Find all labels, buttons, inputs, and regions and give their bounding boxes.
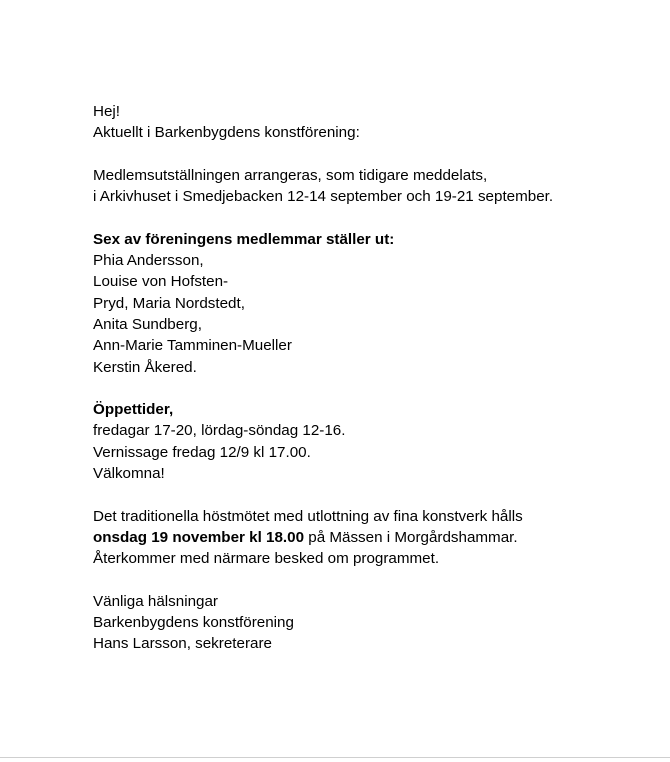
exhibition-line-2: i Arkivhuset i Smedjebacken 12-14 september och 19-21 september. (93, 188, 554, 206)
intro-line: Aktuellt i Barkenbygdens konstförening: (93, 124, 360, 142)
paragraph-gap (93, 378, 653, 399)
letter-body (93, 101, 653, 655)
meeting-date: onsdag 19 november kl 18.00 (93, 528, 305, 546)
paragraph-gap (93, 207, 653, 228)
exhibitor-name: Louise von Hofsten- (93, 273, 229, 291)
paragraph-gap (93, 484, 653, 505)
signature: Hans Larsson, sekreterare (93, 635, 272, 653)
exhibitor-name: Anita Sundberg, (93, 315, 202, 333)
exhibitor-name: Kerstin Åkered. (93, 358, 197, 376)
meeting-line-2 (93, 527, 653, 548)
exhibitor-name: Pryd, Maria Nordstedt, (93, 294, 245, 312)
welcome-line: Välkomna! (93, 465, 165, 483)
closing-organization: Barkenbygdens konstförening (93, 614, 294, 632)
closing-regards: Vänliga hälsningar (93, 592, 218, 610)
paragraph-gap (93, 144, 653, 165)
vernissage-line: Vernissage fredag 12/9 kl 17.00. (93, 443, 311, 461)
greeting: Hej! (93, 103, 121, 120)
exhibition-line-1: Medlemsutställningen arrangeras, som tidigare meddelats, (93, 166, 488, 184)
meeting-location: på Mässen i Morgårdshammar. (304, 528, 518, 546)
opening-hours-line: fredagar 17-20, lördag-söndag 12-16. (93, 422, 346, 440)
exhibitors-heading: Sex av föreningens medlemmar ställer ut: (93, 230, 395, 248)
meeting-line-1: Det traditionella höstmötet med utlottning av fina konstverk hålls (93, 507, 523, 525)
opening-hours-heading: Öppettider, (93, 401, 174, 419)
page-bottom-divider (0, 757, 670, 758)
exhibitor-name: Phia Andersson, (93, 252, 204, 270)
exhibitor-name: Ann-Marie Tamminen-Mueller (93, 337, 292, 355)
paragraph-gap (93, 570, 653, 591)
meeting-line-3: Återkommer med närmare besked om programmet. (93, 550, 440, 568)
